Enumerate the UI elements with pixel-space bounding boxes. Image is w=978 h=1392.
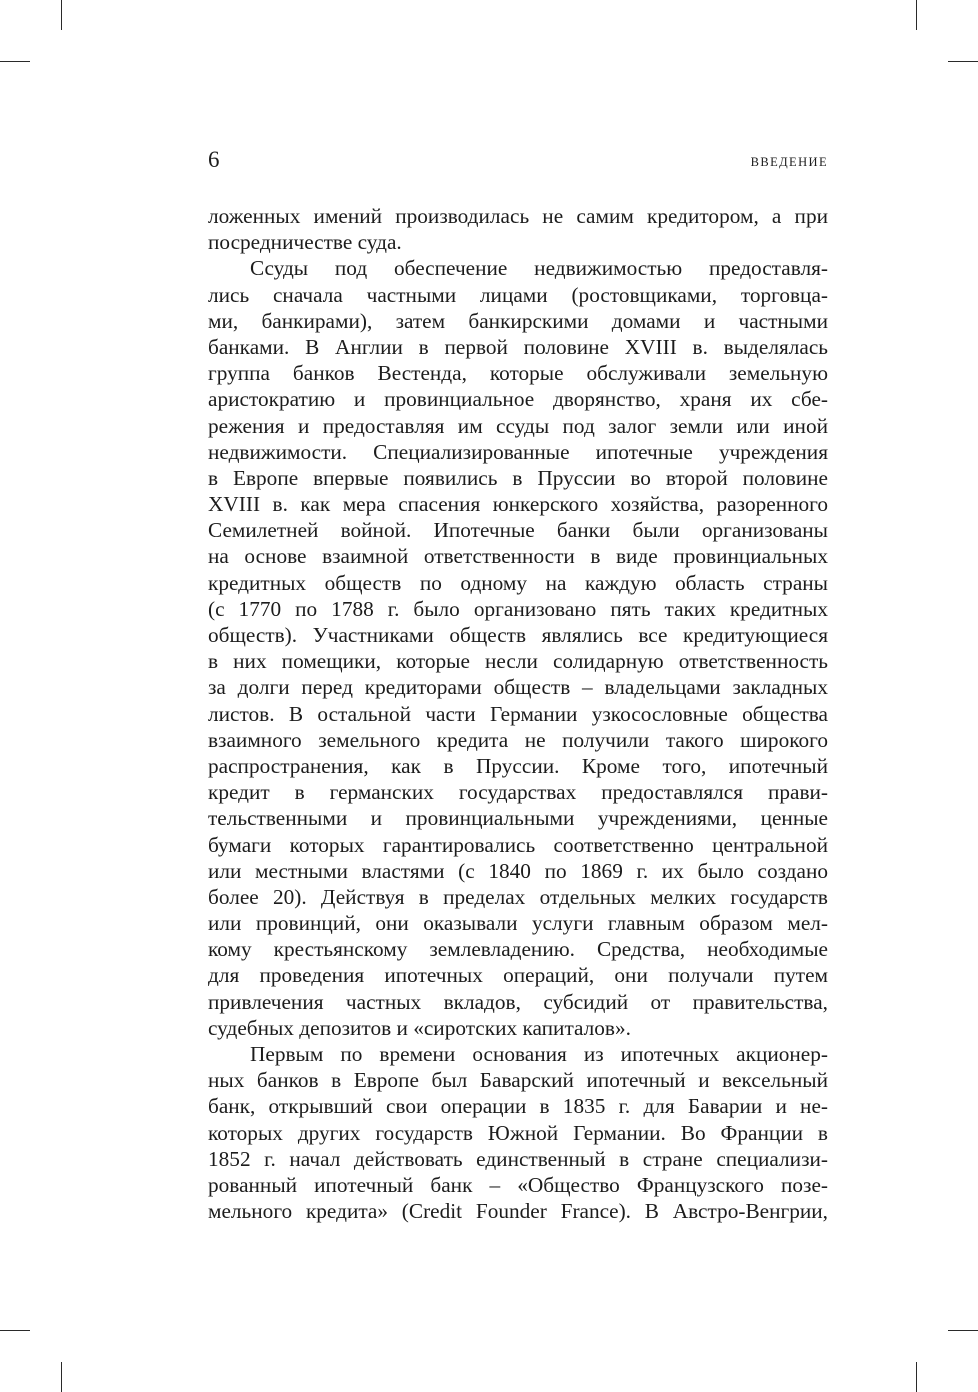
- text-line: судебных депозитов и «сиротских капиталов».: [208, 1015, 631, 1040]
- text-line: Ссуды под обеспечение недвижимостью предоставля-: [250, 256, 828, 281]
- page-number: 6: [208, 147, 220, 172]
- page-header: [208, 143, 828, 177]
- text-line: которых других государств Южной Германии. Во Франции в: [208, 1120, 828, 1145]
- text-line: взаимного земельного кредита не получили такого широкого: [208, 727, 828, 752]
- text-line: 1852 г. начал действовать единственный в стране специализи-: [208, 1146, 828, 1171]
- text-line: недвижимости. Специализированные ипотечные учреждения: [208, 439, 828, 464]
- text-line: Первым по времени основания из ипотечных акционер-: [250, 1042, 828, 1066]
- text-line: обществ). Участниками обществ являлись все кредитующиеся: [208, 623, 828, 647]
- text-line: привлечения частных вкладов, субсидий от правительства,: [208, 989, 828, 1014]
- text-line: банками. В Англии в первой половине XVIII в. выделялась: [208, 334, 828, 359]
- text-line: банк, открывший свои операции в 1835 г. для Баварии и не-: [208, 1094, 828, 1119]
- text-line: распространения, как в Пруссии. Кроме того, ипотечный: [208, 753, 828, 778]
- text-line: посредничестве суда.: [208, 230, 402, 255]
- text-line: в Европе впервые появились в Пруссии во второй половине: [208, 465, 828, 490]
- running-head: ВВЕДЕНИЕ: [750, 155, 828, 169]
- text-line: ложенных имений производилась не самим кредитором, а при: [208, 204, 828, 228]
- crop-mark-top-left-h: [0, 61, 30, 62]
- text-line: мельного кредита» (Credit Founder France). В Австро-Венгрии,: [208, 1199, 828, 1224]
- crop-mark-bottom-left: [61, 1362, 62, 1392]
- text-line: лись сначала частными лицами (ростовщиками, торговца-: [208, 282, 828, 307]
- text-line: группа банков Вестенда, которые обслуживали земельную: [208, 361, 828, 386]
- text-line: кредит в германских государствах предоставлялся прави-: [208, 780, 828, 805]
- crop-mark-top-right-h: [948, 61, 978, 62]
- text-line: (с 1770 по 1788 г. было организовано пять таких кредитных: [208, 596, 828, 621]
- text-line: листов. В остальной части Германии узкосословные общества: [208, 701, 828, 726]
- text-line: тельственными и провинциальными учреждениями, ценные: [208, 806, 828, 831]
- crop-mark-top-left: [61, 0, 62, 30]
- body-text: [208, 203, 828, 1224]
- crop-mark-bottom-right: [916, 1362, 917, 1392]
- crop-mark-top-right: [916, 0, 917, 30]
- text-line: для проведения ипотечных операций, они получали путем: [208, 963, 828, 988]
- text-line: на основе взаимной ответственности в виде провинциальных: [208, 544, 828, 569]
- text-line: Семилетней войной. Ипотечные банки были организованы: [208, 518, 828, 543]
- text-line: или провинций, они оказывали услуги главным образом мел-: [208, 911, 828, 936]
- crop-mark-bottom-left-h: [0, 1330, 30, 1331]
- text-line: ных банков в Европе был Баварский ипотечный и вексельный: [208, 1068, 828, 1093]
- text-line: за долги перед кредиторами обществ – владельцами закладных: [208, 675, 828, 700]
- text-line: аристократию и провинциальное дворянство, храня их сбе-: [208, 387, 828, 412]
- text-line: кому крестьянскому землевладению. Средства, необходимые: [208, 937, 828, 962]
- text-line: или местными властями (с 1840 по 1869 г. их было создано: [208, 858, 828, 883]
- text-line: рованный ипотечный банк – «Общество Французского позе-: [208, 1172, 828, 1197]
- text-line: режения и предоставляя им ссуды под залог земли или иной: [208, 413, 828, 438]
- text-line: бумаги которых гарантировались соответственно центральной: [208, 832, 828, 857]
- text-line: кредитных обществ по одному на каждую область страны: [208, 570, 828, 595]
- text-line: XVIII в. как мера спасения юнкерского хозяйства, разоренного: [208, 492, 828, 517]
- crop-mark-bottom-right-h: [948, 1330, 978, 1331]
- text-line: более 20). Действуя в пределах отдельных мелких государств: [208, 884, 828, 909]
- text-line: ми, банкирами), затем банкирскими домами и частными: [208, 308, 828, 333]
- text-line: в них помещики, которые несли солидарную ответственность: [208, 649, 828, 674]
